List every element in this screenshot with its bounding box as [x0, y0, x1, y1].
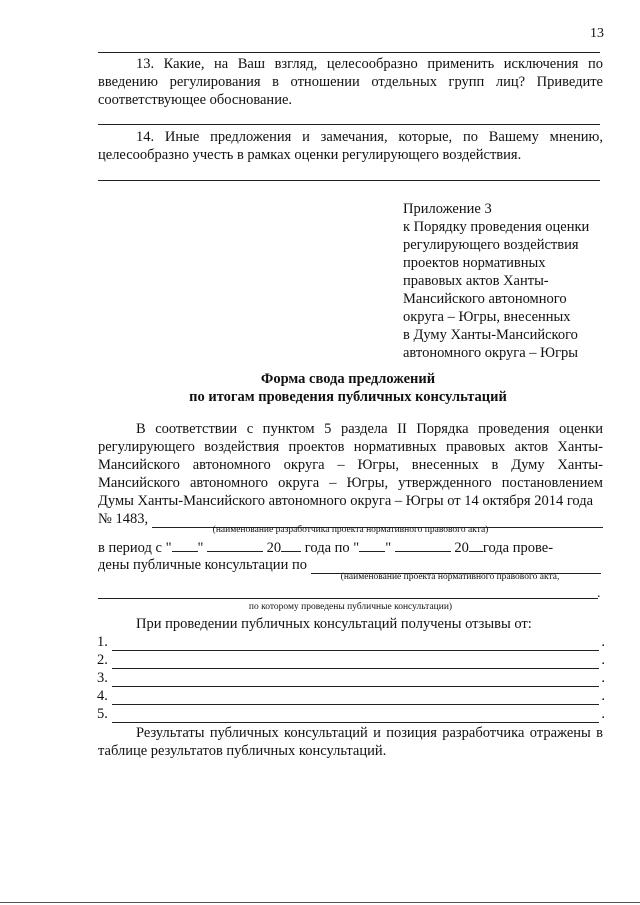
item-number: 5.: [97, 706, 108, 722]
respondent-item[interactable]: 1. .: [97, 634, 605, 650]
item-number: 3.: [97, 670, 108, 686]
respondent-item[interactable]: 2. .: [97, 652, 605, 668]
month-from-blank[interactable]: [207, 538, 263, 552]
respondent-item[interactable]: 5. .: [97, 706, 605, 722]
year-prefix-to: 20: [454, 540, 469, 556]
form-title-line1: Форма свода предложений: [260, 371, 436, 387]
answer-line: [98, 180, 600, 181]
day-from-blank[interactable]: [172, 538, 198, 552]
appendix-line: Мансийского автономного: [403, 291, 567, 307]
period-suffix: года прове-: [482, 540, 554, 556]
appendix-line: округа – Югры, внесенных: [403, 309, 571, 325]
received-text: При проведении публичных консультаций получены отзывы от:: [136, 616, 532, 632]
appendix-line: правовых актов Ханты-: [403, 273, 549, 289]
month-to-blank[interactable]: [395, 538, 451, 552]
consult-label: дены публичные консультации по: [98, 557, 307, 573]
year-to-blank[interactable]: [469, 538, 483, 552]
results-paragraph: Результаты публичных консультаций и позиция разработчика отражены в таблице результатов публичных консультаций.: [98, 725, 603, 759]
form-title-line2: по итогам проведения публичных консультаций: [189, 389, 507, 405]
page-bottom-edge: [0, 902, 640, 903]
year-from-blank[interactable]: [281, 538, 301, 552]
appendix-line: регулирующего воздействия: [403, 237, 579, 253]
caption-project-2: по которому проведены публичные консультации): [248, 602, 453, 612]
caption-project-1: (наименование проекта нормативного правового акта,: [340, 572, 560, 582]
question-14: 14. Иные предложения и замечания, которые, по Вашему мнению, целесообразно учесть в рамках оценки регулирующего воздействия.: [98, 129, 603, 163]
appendix-line: автономного округа – Югры: [403, 345, 579, 361]
day-to-blank[interactable]: [359, 538, 385, 552]
appendix-line: к Порядку проведения оценки: [403, 219, 590, 235]
respondent-item[interactable]: 3. .: [97, 670, 605, 686]
answer-line: [98, 52, 600, 53]
appendix-block: [403, 200, 603, 362]
period-prefix: в период с ": [98, 540, 172, 556]
appendix-line: в Думу Ханты-Мансийского: [403, 327, 578, 343]
page-number: 13: [590, 26, 604, 41]
decree-number: № 1483,: [98, 511, 149, 527]
year-prefix-from: 20: [266, 540, 282, 556]
caption-developer: (наименование разработчика проекта нормативного правового акта): [212, 525, 489, 535]
item-number: 4.: [97, 688, 108, 704]
period-quote2: ": [385, 540, 392, 556]
item-number: 1.: [97, 634, 108, 650]
appendix-line: проектов нормативных: [403, 255, 546, 271]
question-13: 13. Какие, на Ваш взгляд, целесообразно применить исключения по введению регулирования в отношении отдельных групп лиц? Приведите соответствующее обоснование.: [98, 56, 603, 108]
item-number: 2.: [97, 652, 108, 668]
answer-line: [98, 124, 600, 125]
respondent-item[interactable]: 4. .: [97, 688, 605, 704]
period-to: года по ": [304, 540, 360, 556]
appendix-line: Приложение 3: [403, 201, 492, 217]
intro-paragraph: В соответствии с пунктом 5 раздела II Порядка проведения оценки регулирующего воздействия проектов нормативных правовых актов Ханты-Мансийского автономного округа – Югры, внесенных в Думу Ханты-Мансийского автономного округа – Югры, утвержденного постановлением Думы Ханты-Мансийского автономного округа – Югры от 14 октября 2014 года: [98, 421, 603, 509]
period-line: [98, 538, 603, 557]
document-page: 13 13. Какие, на Ваш взгляд, целесообразно применить исключения по введению регулирования в отношении отдельных групп лиц? Приведите соответствующее обоснование. 14. Иные предложения и замечания, которые, по Вашему мнению, целесообразно учесть в рамках оценки регулирующего воздействия. Приложение 3 к Порядку проведения оценки регулирующего воздействия проектов нормативных правовых актов Ханты- Мансийского автономного округа – Югры, внесенных в Думу Ханты-Мансийского автономного округа – Югры Форма свода предложений по итогам проведения публичных консультаций В соответствии с пунктом 5 раздела II Порядка проведения оценки регулирующего воздействия проектов нормативных правовых актов Ханты-Мансийского автономного округа – Югры, внесенных в Думу Ханты-Мансийского автономного округа – Югры, утвержденного постановлением Думы Ханты-Мансийского автономного округа – Югры от 14 октября 2014 года № 1483, (наименование разработчика проекта нормативного правового акта) в период с " " 20 года по " " 20 года прове- дены публичные консультации по (наименование проекта нормативного правового акта, . по которому проведены публичные консультации) При проведении публичных консультаций получены отзывы от: 1. . 2. . 3. . 4. . 5. . Результаты публичных консультаций и позиция разработчика отражены в таблице результатов публичных консультаций.: [0, 0, 640, 905]
project-blank-continued[interactable]: [98, 598, 598, 599]
period-quote1: ": [197, 540, 204, 556]
